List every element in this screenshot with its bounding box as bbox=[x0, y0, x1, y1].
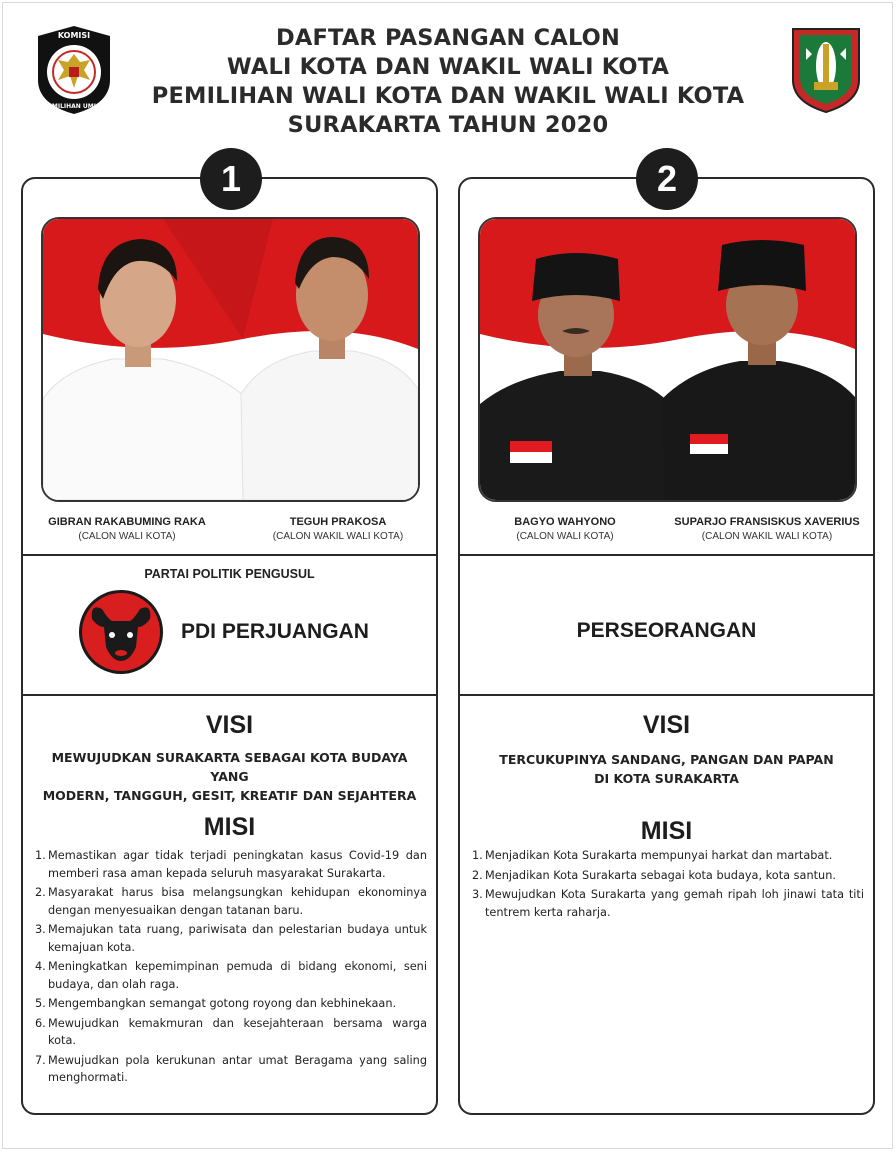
kpu-logo-top-text: KOMISI bbox=[57, 31, 91, 40]
wali-role: (CALON WALI KOTA) bbox=[78, 531, 176, 542]
candidate-card-2 bbox=[458, 158, 875, 1115]
misi-text: Masyarakat harus bisa melangsungkan kehidupan ekonominya dengan menyesuaikan dengan tatanan baru. bbox=[48, 886, 427, 917]
misi-item bbox=[472, 886, 864, 921]
visi-line-1: MEWUJUDKAN SURAKARTA SEBAGAI KOTA BUDAYA YANG bbox=[51, 750, 408, 784]
misi-number: 7. bbox=[35, 1053, 46, 1067]
misi-list bbox=[35, 847, 427, 1089]
divider bbox=[21, 694, 438, 696]
misi-item bbox=[35, 884, 427, 919]
misi-text: Memajukan tata ruang, pariwisata dan pelestarian budaya untuk kemajuan kota. bbox=[48, 923, 427, 954]
wakil-name: TEGUH PRAKOSA bbox=[289, 516, 387, 528]
candidate-card-1 bbox=[21, 158, 438, 1115]
misi-text: Mewujudkan Kota Surakarta yang gemah ripah loh jinawi tata titi tentrem kerta raharja. bbox=[485, 888, 864, 919]
title-line-2: WALI KOTA DAN WAKIL WALI KOTA bbox=[226, 54, 670, 80]
misi-text: Memastikan agar tidak terjadi peningkatan kasus Covid-19 dan memberi rasa aman kepada seluruh masyarakat Surakarta. bbox=[48, 849, 427, 880]
wali-candidate bbox=[27, 516, 227, 542]
misi-number: 3. bbox=[472, 888, 483, 901]
divider bbox=[458, 694, 875, 696]
misi-number: 2. bbox=[472, 868, 483, 882]
misi-number: 5. bbox=[35, 997, 46, 1010]
visi-text bbox=[33, 748, 426, 805]
wakil-candidate bbox=[667, 516, 867, 542]
wali-role: (CALON WALI KOTA) bbox=[516, 531, 614, 542]
divider bbox=[21, 554, 438, 556]
wali-candidate bbox=[465, 516, 665, 542]
candidate-photo bbox=[41, 217, 420, 502]
candidate-photo bbox=[478, 217, 857, 502]
misi-number: 4. bbox=[35, 960, 46, 973]
misi-item bbox=[472, 867, 864, 885]
visi-text bbox=[470, 750, 863, 788]
kpu-logo bbox=[34, 24, 114, 116]
surakarta-emblem bbox=[790, 26, 862, 114]
party-name: PERSEORANGAN bbox=[576, 619, 757, 642]
title-line-1: DAFTAR PASANGAN CALON bbox=[275, 25, 621, 51]
wakil-name: SUPARJO FRANSISKUS XAVERIUS bbox=[674, 516, 860, 528]
visi-title: VISI bbox=[205, 711, 254, 739]
misi-number: 1. bbox=[35, 849, 46, 862]
candidate-number-badge: 1 bbox=[200, 148, 262, 210]
misi-text: Mewujudkan pola kerukunan antar umat Beragama yang saling menghormati. bbox=[48, 1053, 427, 1084]
wali-name: BAGYO WAHYONO bbox=[514, 516, 616, 528]
party-name: PDI PERJUANGAN bbox=[181, 620, 369, 643]
page-title bbox=[150, 24, 746, 140]
wakil-candidate bbox=[238, 516, 438, 542]
misi-item bbox=[472, 847, 864, 865]
party-heading: PARTAI POLITIK PENGUSUL bbox=[144, 567, 315, 581]
misi-item bbox=[35, 1015, 427, 1050]
wakil-role: (CALON WAKIL WALI KOTA) bbox=[272, 531, 404, 542]
misi-list bbox=[472, 847, 864, 923]
misi-number: 6. bbox=[35, 1016, 46, 1030]
misi-text: Mengembangkan semangat gotong royong dan kebhinekaan. bbox=[48, 997, 397, 1010]
misi-title: MISI bbox=[203, 813, 256, 841]
bull-head-icon bbox=[78, 589, 164, 675]
misi-text: Mewujudkan kemakmuran dan kesejahteraan bersama warga kota. bbox=[48, 1016, 427, 1047]
misi-title: MISI bbox=[640, 817, 693, 845]
misi-number: 1. bbox=[472, 849, 483, 862]
misi-item bbox=[35, 847, 427, 882]
kpu-logo-bottom-text: PEMILIHAN UMUM bbox=[43, 103, 105, 110]
candidate-number-badge: 2 bbox=[636, 148, 698, 210]
misi-number: 2. bbox=[35, 886, 46, 899]
wali-name: GIBRAN RAKABUMING RAKA bbox=[48, 516, 206, 528]
title-line-3: PEMILIHAN WALI KOTA DAN WAKIL WALI KOTA bbox=[151, 83, 745, 109]
wakil-role: (CALON WAKIL WALI KOTA) bbox=[701, 531, 833, 542]
misi-text: Menjadikan Kota Surakarta sebagai kota budaya, kota santun. bbox=[485, 868, 836, 882]
misi-item bbox=[35, 921, 427, 956]
visi-title: VISI bbox=[642, 711, 691, 739]
visi-line-1: TERCUKUPINYA SANDANG, PANGAN DAN PAPAN bbox=[499, 752, 834, 767]
visi-line-2: DI KOTA SURAKARTA bbox=[594, 771, 739, 786]
misi-item bbox=[35, 995, 427, 1013]
misi-number: 3. bbox=[35, 923, 46, 936]
misi-text: Meningkatkan kepemimpinan pemuda di bidang ekonomi, seni budaya, dan olah raga. bbox=[48, 960, 427, 991]
misi-item bbox=[35, 1052, 427, 1087]
misi-text: Menjadikan Kota Surakarta mempunyai harkat dan martabat. bbox=[485, 849, 833, 862]
divider bbox=[458, 554, 875, 556]
visi-line-2: MODERN, TANGGUH, GESIT, KREATIF DAN SEJAHTERA bbox=[42, 788, 417, 803]
misi-item bbox=[35, 958, 427, 993]
title-line-4: SURAKARTA TAHUN 2020 bbox=[287, 112, 609, 138]
